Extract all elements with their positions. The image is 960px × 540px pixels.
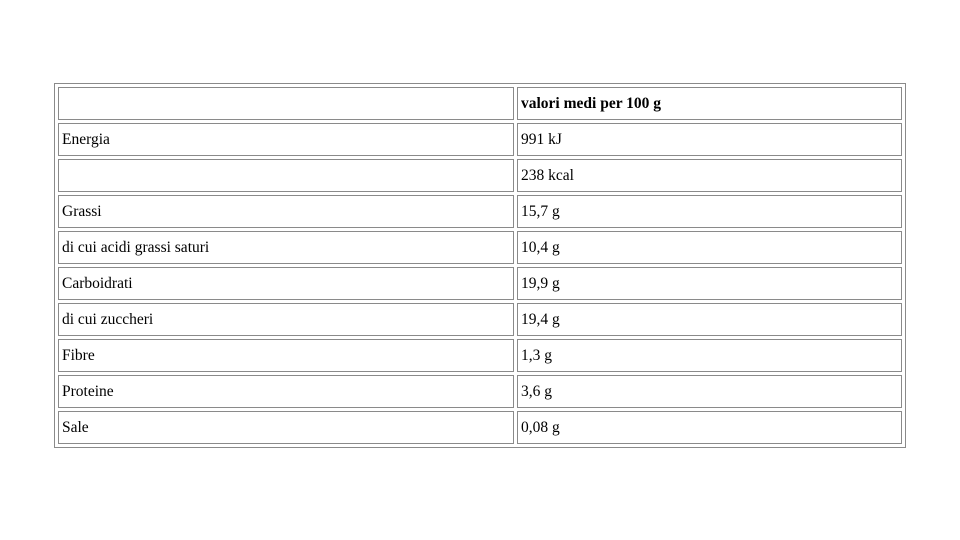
nutrient-label: Fibre xyxy=(58,339,514,372)
table-row xyxy=(58,123,902,156)
header-value-cell: valori medi per 100 g xyxy=(517,87,902,120)
nutrient-value: 238 kcal xyxy=(517,159,902,192)
nutrient-value: 15,7 g xyxy=(517,195,902,228)
nutrient-value: 0,08 g xyxy=(517,411,902,444)
nutrient-label: Sale xyxy=(58,411,514,444)
header-label-cell xyxy=(58,87,514,120)
nutrient-label: Carboidrati xyxy=(58,267,514,300)
nutrient-value: 1,3 g xyxy=(517,339,902,372)
nutrient-value: 10,4 g xyxy=(517,231,902,264)
nutrition-table xyxy=(54,83,906,448)
nutrient-value: 3,6 g xyxy=(517,375,902,408)
table-row xyxy=(58,231,902,264)
nutrient-label: Grassi xyxy=(58,195,514,228)
table-row xyxy=(58,375,902,408)
table-row xyxy=(58,195,902,228)
nutrient-label: Energia xyxy=(58,123,514,156)
table-row xyxy=(58,267,902,300)
table-header-row xyxy=(58,87,902,120)
table-row xyxy=(58,303,902,336)
table-row xyxy=(58,339,902,372)
nutrient-label: Proteine xyxy=(58,375,514,408)
nutrient-label: di cui zuccheri xyxy=(58,303,514,336)
nutrient-value: 19,4 g xyxy=(517,303,902,336)
nutrient-value: 991 kJ xyxy=(517,123,902,156)
nutrient-label xyxy=(58,159,514,192)
table-row xyxy=(58,159,902,192)
table-row xyxy=(58,411,902,444)
nutrient-label: di cui acidi grassi saturi xyxy=(58,231,514,264)
nutrient-value: 19,9 g xyxy=(517,267,902,300)
